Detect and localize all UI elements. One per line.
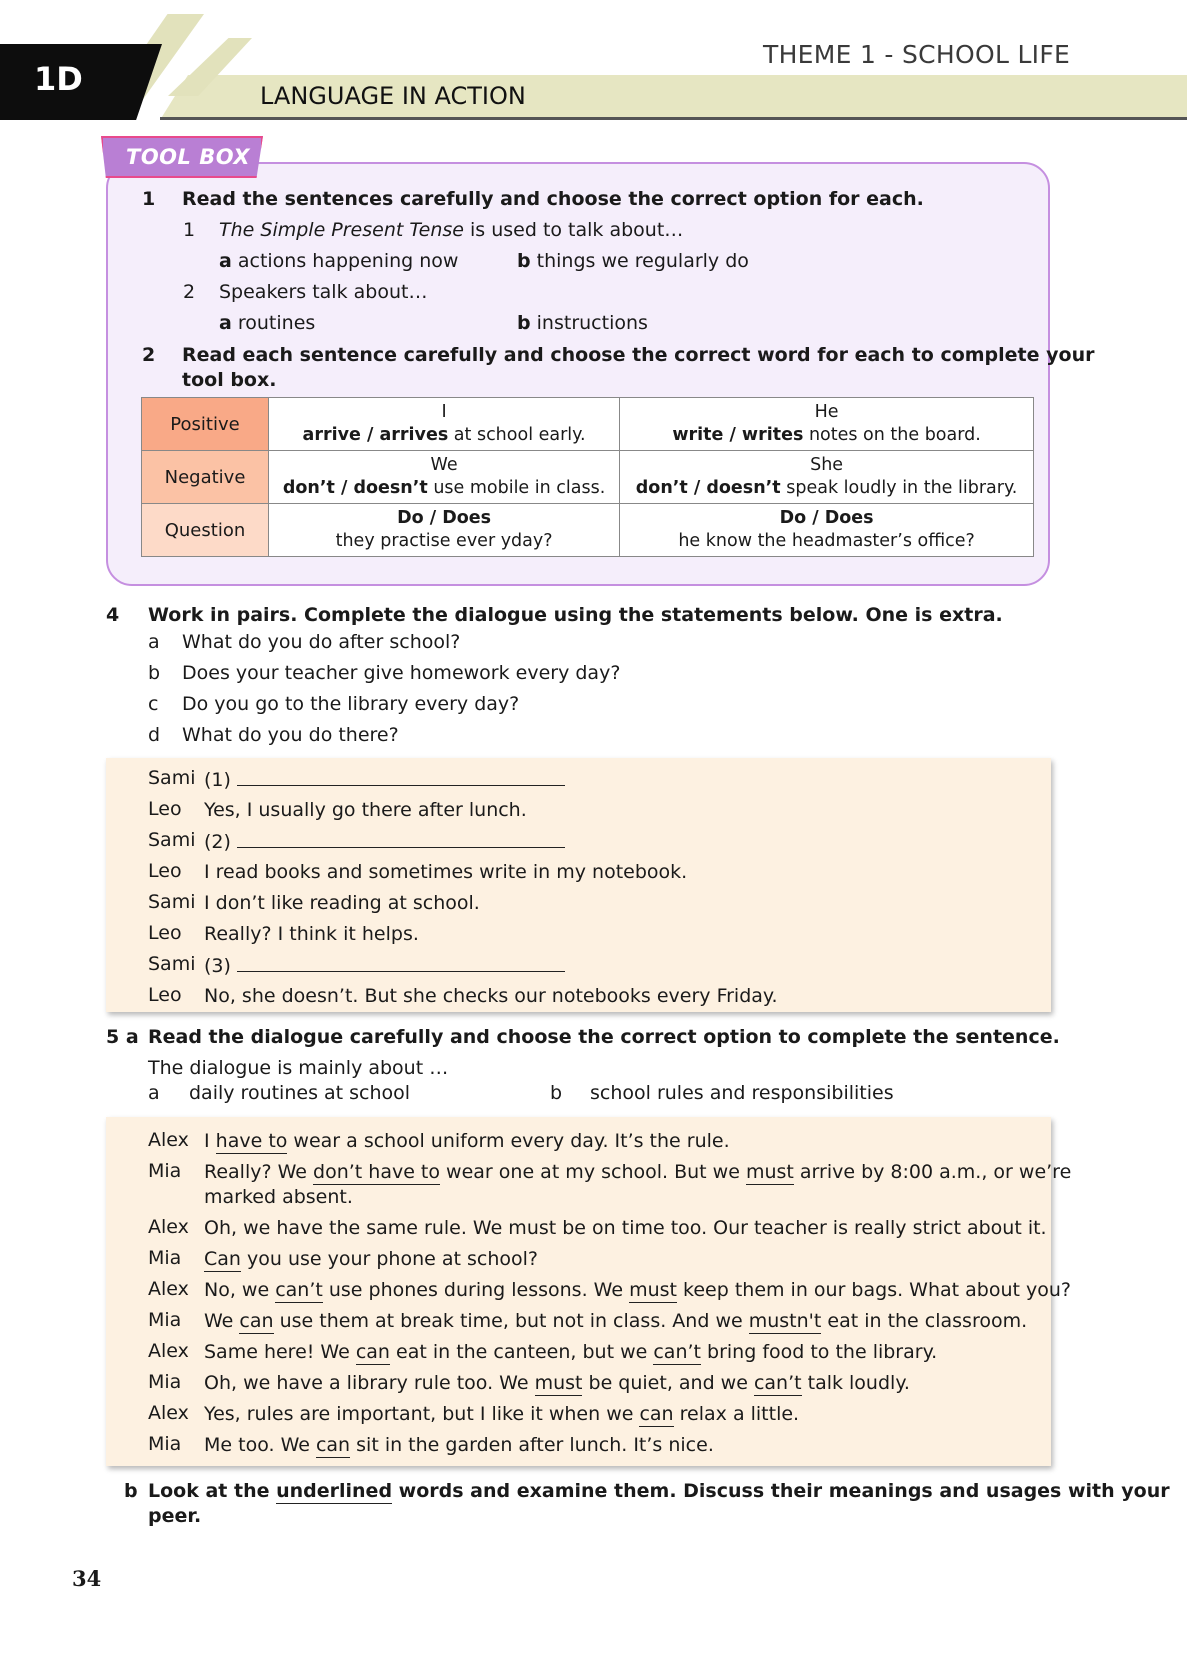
q2-number: 2 [142,344,156,366]
speaker: Alex [148,1340,189,1362]
q1-item-number: 1 [183,219,196,241]
answer-blank[interactable] [237,829,565,848]
dialogue-line [204,1247,538,1271]
dialogue-line: No, she doesn’t. But she checks our notebooks every Friday. [204,985,778,1007]
option-letter: d [148,724,161,746]
row-label: Positive [142,398,269,451]
option-letter: a [219,312,232,334]
dialogue-line [204,953,565,978]
dialogue-line: I read books and sometimes write in my notebook. [204,861,688,883]
option-a[interactable] [219,312,315,335]
text: Really? We [204,1161,314,1183]
choice[interactable]: don’t / doesn’t [635,478,781,498]
underlined-word: must [745,1161,794,1183]
theme-title: THEME 1 - SCHOOL LIFE [763,40,1071,69]
underlined-word: have to [215,1130,288,1152]
dialogue-line [204,1129,730,1153]
cell-rest: he know the headmaster’s office? [678,531,975,551]
q1-item-stem [219,219,683,242]
q1-number: 1 [142,188,156,210]
text: use phones during lessons. We [322,1279,630,1301]
underlined-word: can [315,1434,351,1456]
cell-subject: We [430,455,458,475]
option-letter: a [219,250,232,272]
choice[interactable]: Do / Does [397,508,492,528]
text: sit in the garden after lunch. It’s nice. [350,1434,714,1456]
text: Same here! We [204,1341,356,1363]
cell-rest: they practise ever yday? [335,531,553,551]
dialogue-line [204,767,565,792]
q2-instruction-cont: tool box. [182,369,277,391]
dialogue-line [204,829,565,854]
speaker: Alex [148,1129,189,1151]
unit-code: 1D [34,60,83,98]
underlined-word: can’t [653,1341,701,1363]
option-text[interactable]: Do you go to the library every day? [182,693,520,715]
line-text: (1) [204,769,237,791]
option-b[interactable] [517,312,648,335]
text: No, we [204,1279,276,1301]
q2-instruction: Read each sentence carefully and choose the correct word for each to complete your [182,344,1095,366]
choice[interactable]: write / writes [672,425,804,445]
dialogue-line [204,1278,1071,1302]
option-text: actions happening now [231,250,459,272]
dialogue-line: I don’t like reading at school. [204,892,480,914]
option-text[interactable]: school rules and responsibilities [590,1082,894,1104]
underlined-word: can [355,1341,390,1363]
option-text[interactable]: What do you do after school? [182,631,461,653]
option-letter: b [550,1082,563,1104]
text: talk loudly. [801,1372,910,1394]
text: eat in the canteen, but we [389,1341,654,1363]
option-b[interactable] [517,250,749,273]
ex5-number: 5 a [106,1026,139,1048]
text: you use your phone at school? [240,1248,539,1270]
answer-blank[interactable] [237,953,565,972]
option-text[interactable]: daily routines at school [189,1082,411,1104]
q1-item-number: 2 [183,281,196,303]
text: Oh, we have a library rule too. We [204,1372,535,1394]
option-letter: a [148,631,160,653]
table-row [142,504,1034,557]
choice[interactable]: don’t / doesn’t [282,478,428,498]
ex5b-letter: b [124,1480,138,1502]
q1-instruction: Read the sentences carefully and choose the correct option for each. [182,188,924,210]
speaker: Leo [148,984,182,1006]
q1-item-stem [219,281,427,304]
dialogue-line [204,1371,910,1395]
ex4-number: 4 [106,604,120,626]
text: relax a little. [673,1403,800,1425]
speaker: Sami [148,829,196,851]
answer-blank[interactable] [237,767,565,786]
text: wear a school uniform every day. It’s the rule. [287,1130,730,1152]
cell-rest: speak loudly in the library. [780,478,1018,498]
stem: is used to talk about… [463,219,684,241]
speaker: Leo [148,922,182,944]
dialogue-line [204,1309,1027,1333]
option-letter: b [148,662,161,684]
table-cell [269,451,620,504]
table-cell [620,451,1034,504]
text: I [204,1130,216,1152]
text: words and examine them. Discuss their meanings and usages with your [392,1480,1170,1502]
table-row [142,398,1034,451]
line-text: (3) [204,955,237,977]
ex5-stem: The dialogue is mainly about … [148,1057,449,1079]
option-text[interactable]: Does your teacher give homework every day? [182,662,621,684]
speaker: Alex [148,1402,189,1424]
ex5b-instruction [148,1480,1170,1503]
cell-subject: He [814,402,839,422]
text: Yes, rules are important, but I like it when we [204,1403,640,1425]
table-cell [620,398,1034,451]
text: be quiet, and we [582,1372,754,1394]
speaker: Mia [148,1309,182,1331]
underlined-word: mustn't [748,1310,822,1332]
grammar-table [141,397,1034,557]
underlined-word: can [639,1403,674,1425]
ex5b-instruction-cont: peer. [148,1505,202,1527]
option-text: routines [231,312,316,334]
dialogue-line: Really? I think it helps. [204,923,419,945]
text: Look at the [148,1480,277,1502]
cell-subject: I [441,402,447,422]
choice[interactable]: Do / Does [779,508,874,528]
dialogue-line: Yes, I usually go there after lunch. [204,799,527,821]
dialogue-line [204,1340,937,1364]
ex5-instruction: Read the dialogue carefully and choose the correct option to complete the sentence. [148,1026,1060,1048]
speaker: Leo [148,860,182,882]
option-text[interactable]: What do you do there? [182,724,399,746]
term: The Simple Present Tense [219,219,464,241]
page-number: 34 [72,1566,102,1591]
cell-rest: at school early. [448,425,586,445]
dialogue-line [204,1160,1071,1184]
underlined-word: can’t [275,1279,323,1301]
text: eat in the classroom. [821,1310,1028,1332]
section-title: LANGUAGE IN ACTION [260,82,526,110]
option-text: instructions [530,312,648,334]
line-text: (2) [204,831,237,853]
speaker: Mia [148,1160,182,1182]
speaker: Alex [148,1278,189,1300]
option-letter: c [148,693,159,715]
text: Me too. We [204,1434,316,1456]
underlined-word: must [534,1372,583,1394]
underlined-word: must [629,1279,677,1301]
speaker: Mia [148,1247,182,1269]
speaker: Mia [148,1371,182,1393]
speaker: Alex [148,1216,189,1238]
underlined-word: don’t have to [313,1161,441,1183]
underlined-word: underlined [276,1480,393,1502]
dialogue-line [204,1433,714,1457]
option-letter: b [517,250,531,272]
speaker: Leo [148,798,182,820]
table-row [142,451,1034,504]
option-letter: b [517,312,531,334]
choice[interactable]: arrive / arrives [302,425,449,445]
table-cell [269,504,620,557]
dialogue-line: Oh, we have the same rule. We must be on time too. Our teacher is really strict about it. [204,1217,1047,1239]
row-label: Negative [142,451,269,504]
option-text: things we regularly do [530,250,749,272]
underlined-word: can [239,1310,274,1332]
stem: Speakers talk about… [219,281,428,303]
ex4-instruction: Work in pairs. Complete the dialogue using the statements below. One is extra. [148,604,1003,626]
text: bring food to the library. [700,1341,938,1363]
dialogue-line [204,1402,799,1426]
option-letter: a [148,1082,160,1104]
underlined-word: can’t [753,1372,802,1394]
dialogue-line-cont: marked absent. [204,1186,353,1208]
speaker: Sami [148,953,196,975]
speaker: Sami [148,767,196,789]
text: keep them in our bags. What about you? [676,1279,1071,1301]
cell-rest: use mobile in class. [427,478,606,498]
text: arrive by 8:00 a.m., or we’re [793,1161,1072,1183]
speaker: Mia [148,1433,182,1455]
text: wear one at my school. But we [440,1161,746,1183]
option-a[interactable] [219,250,458,273]
cell-rest: notes on the board. [803,425,981,445]
text: use them at break time, but not in class. And we [273,1310,749,1332]
cell-subject: She [810,455,844,475]
table-cell [269,398,620,451]
table-cell [620,504,1034,557]
text: We [204,1310,240,1332]
header-rule [160,117,1187,120]
toolbox-title: TOOL BOX [126,145,251,169]
row-label: Question [142,504,269,557]
speaker: Sami [148,891,196,913]
underlined-word: Can [204,1248,241,1270]
